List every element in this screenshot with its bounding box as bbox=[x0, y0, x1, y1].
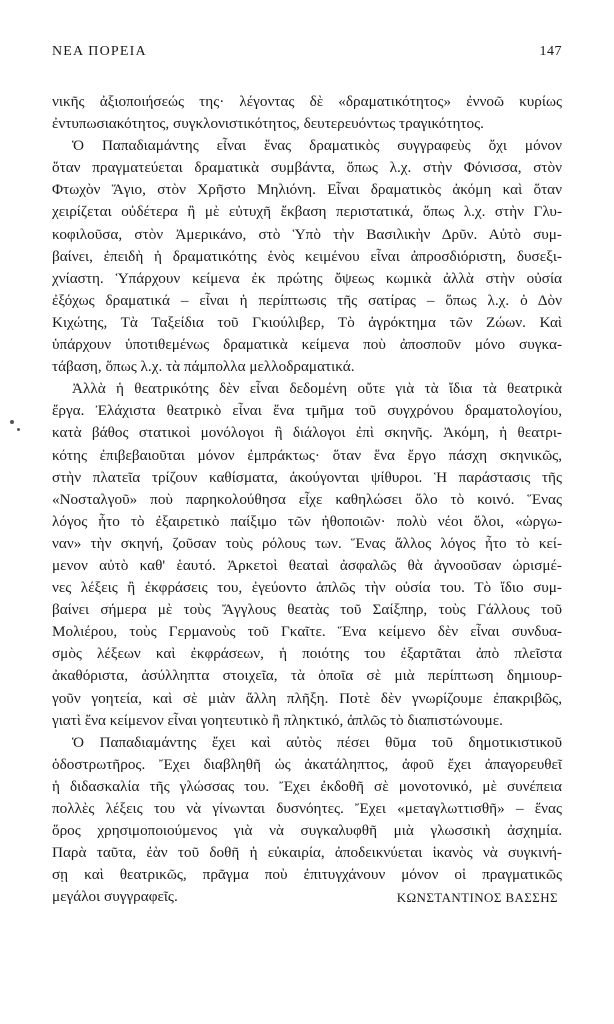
text-line: ὁδοστρωτῆρος. Ἔχει διαβληθῆ ὡς ἀκατάληπτος, ἀφοῦ ἔχει ἀπαγορευθεῖ bbox=[52, 755, 562, 773]
text-line: ὅταν πραγματεύεται δραματικὰ συμβάντα, ὅπως λ.χ. στὴν Φόνισσα, στὸν bbox=[52, 159, 562, 177]
text-line: ὅρος χρησιμοποιούμενος γιὰ νὰ συγκαλυφθῆ μιὰ γλωσσικὴ ἀσχημία. bbox=[52, 822, 562, 840]
text-line: ὑπάρχουν ὑποτιθεμένως δραματικὰ κείμενα ποὺ ἀποσποῦν μόνο συγκα- bbox=[52, 336, 562, 354]
text-line: Ὁ Παπαδιαμάντης ἔχει καὶ αὐτὸς πέσει θῦμα τοῦ δημοτικιστικοῦ bbox=[72, 733, 562, 751]
article-body bbox=[52, 91, 562, 908]
text-line: βαίνει σήμερα μὲ τοὺς Ἄγγλους θεατὰς τοῦ Σαίξπηρ, τοὺς Γάλλους τοῦ bbox=[52, 601, 562, 619]
stray-ink-mark bbox=[10, 420, 14, 424]
text-line: πολλὲς λέξεις του νὰ γίνωνται δυσνόητες. Ἔχει «μεταγλωττισθῆ» – ἕνας bbox=[52, 800, 562, 817]
text-line: Ὁ Παπαδιαμάντης εἶναι ἕνας δραματικὸς συγγραφεὺς ὄχι μόνον bbox=[72, 137, 562, 155]
text-line: ἀκαθόριστα, ἀσύλληπτα στοιχεῖα, τὰ ὁποῖα σὲ μιὰ περίπτωση δημιουρ- bbox=[52, 667, 562, 685]
paragraph bbox=[52, 378, 562, 732]
text-line: Φτωχὸν Ἅγιο, στὸν Χρῆστο Μηλιόνη. Εἶναι δραματικὸς ἀκόμη καὶ ὅταν bbox=[52, 181, 562, 199]
text-line: στὴν πλατεῖα τρίζουν καθίσματα, ἀκούγονται ψίθυροι. Ἡ παράστασις τῆς bbox=[52, 468, 562, 486]
paragraph bbox=[52, 135, 562, 378]
running-header bbox=[52, 44, 562, 64]
text-line: ἐντυπωσιακότητος, συγκλονιστικότητος, δευτερευόντως τραγικότητος. bbox=[52, 115, 484, 133]
author-signature: ΚΩΝΣΤΑΝΤΙΝΟΣ ΒΑΣΣΗΣ bbox=[396, 890, 558, 905]
stray-ink-mark bbox=[17, 428, 20, 431]
text-line: νικῆς ἀξιοποιήσεώς της· λέγοντας δὲ «δραματικότητος» ἐννοῶ κυρίως bbox=[52, 93, 562, 110]
text-line: νες λέξεις ἢ ἐκφράσεις του, ἐγεύοντο ἁπλῶς τὴν οὐσία του. Τὸ ἴδιο συμ- bbox=[52, 579, 562, 597]
paragraph bbox=[52, 732, 562, 909]
text-line: μενον αὐτὸ καθ' ἑαυτό. Ἀρκετοὶ θεαταὶ ἀσφαλῶς θὰ ἀγνοοῦσαν ὡρισμέ- bbox=[52, 556, 562, 574]
text-line: λόγος ἦτο τὸ ἐξαιρετικὸ παίξιμο τῶν ἠθοποιῶν· πολὺ νέοι ὅλοι, «ὠργω- bbox=[52, 512, 562, 530]
text-line: χειρίζεται οὐδέτερα ἢ μὲ εὐτυχῆ ἔκβαση περιστατικά, ὅπως λ.χ. στὴν Γλυ- bbox=[52, 203, 562, 221]
text-line: χνίαστη. Ὑπάρχουν κείμενα ἐκ πρώτης ὄψεως κωμικὰ ἀλλὰ στὴν οὐσία bbox=[52, 269, 562, 287]
text-line: ἐξόχως δραματικά – εἶναι ἡ περίπτωσις τῆς σατίρας – ὅπως λ.χ. ὁ Δὸν bbox=[52, 291, 562, 309]
text-line: γοῦν γοητεία, καὶ σὲ μιὰν ἄλλη πλῆξη. Ποτὲ δὲν γνωρίζουμε ἐπακριβῶς, bbox=[52, 689, 562, 707]
text-line: Κιχώτης, Τὰ Ταξείδια τοῦ Γκιούλιβερ, Τὸ ἀγρόκτημα τῶν Ζώων. Καὶ bbox=[52, 313, 562, 331]
text-line: Μολιέρου, τοὺς Γερμανοὺς τοῦ Γκαῖτε. Ἕνα κείμενο δὲν εἶναι συνδυα- bbox=[52, 623, 562, 641]
text-line: κατὰ βάθος στατικοὶ μονόλογοι ἢ διάλογοι ἐπὶ σκηνῆς. Ἀκόμη, ἡ θεατρι- bbox=[52, 424, 562, 442]
text-line: τάβαση, ὅπως λ.χ. τὰ πάμπολλα μελλοδραματικά. bbox=[52, 358, 355, 376]
journal-title: ΝΕΑ ΠΟΡΕΙΑ bbox=[52, 44, 147, 59]
text-line: σῃ καὶ θεατρικῶς, πρᾶγμα ποὺ ἐπιτυγχάνουν μόνον οἱ πραγματικῶς bbox=[52, 866, 562, 884]
text-line: σμὸς λέξεων καὶ ἐκφράσεων, ἡ ποιότης του ἐξαρτᾶται ἀπὸ πλεῖστα bbox=[52, 645, 562, 663]
text-line: ἡ διδασκαλία τῆς γλώσσας του. Ἔχει ἐκδοθῆ σὲ μονοτονικό, μὲ συνέπεια bbox=[52, 777, 562, 795]
text-line: κότης ἐπιβεβαιοῦται μόνον ἐμπράκτως· ὅταν ἕνα ἔργο πάσχη σκηνικῶς, bbox=[52, 446, 562, 464]
text-line: Παρὰ ταῦτα, ἐὰν τοῦ δοθῆ ἡ εὐκαιρία, ἀποδεικνύεται ἱκανὸς νὰ συγκινή- bbox=[52, 844, 562, 862]
page-number: 147 bbox=[539, 44, 562, 59]
text-line: κοφιλοῦσα, στὸν Ἀμερικάνο, στὸ Ὑπὸ τὴν Βασιλικὴν Δρῦν. Αὐτὸ συμ- bbox=[52, 225, 562, 243]
text-line: μεγάλοι συγγραφεῖς. bbox=[52, 888, 178, 906]
text-line: Ἀλλὰ ἡ θεατρικότης δὲν εἶναι δεδομένη οὔτε γιὰ τὰ ἴδια τὰ θεατρικὰ bbox=[72, 380, 562, 398]
text-line: ναν» τὴν σκηνή, ζοῦσαν τοὺς ρόλους των. Ἕνας ἄλλος λόγος ἦτο τὸ κεί- bbox=[52, 534, 562, 552]
paragraph bbox=[52, 91, 562, 135]
text-line: ἔργα. Ἐλάχιστα θεατρικὸ εἶναι ἕνα τμῆμα τοῦ συγχρόνου δραματολογίου, bbox=[52, 402, 562, 420]
text-line: γιατὶ ἕνα κείμενον εἶναι γοητευτικὸ ἢ πληκτικό, ἁπλῶς τὸ διαπιστώνουμε. bbox=[52, 711, 503, 729]
text-line: βαίνει, ἐπειδὴ ἡ δραματικότης ἑνὸς κειμένου εἶναι ἀπροσδιόριστη, δυσεξι- bbox=[52, 247, 562, 265]
text-line: «Νοσταλγοῦ» ποὺ παρηκολούθησα εἶχε καθηλώσει ὅλο τὸ κοινό. Ἕνας bbox=[52, 490, 562, 508]
